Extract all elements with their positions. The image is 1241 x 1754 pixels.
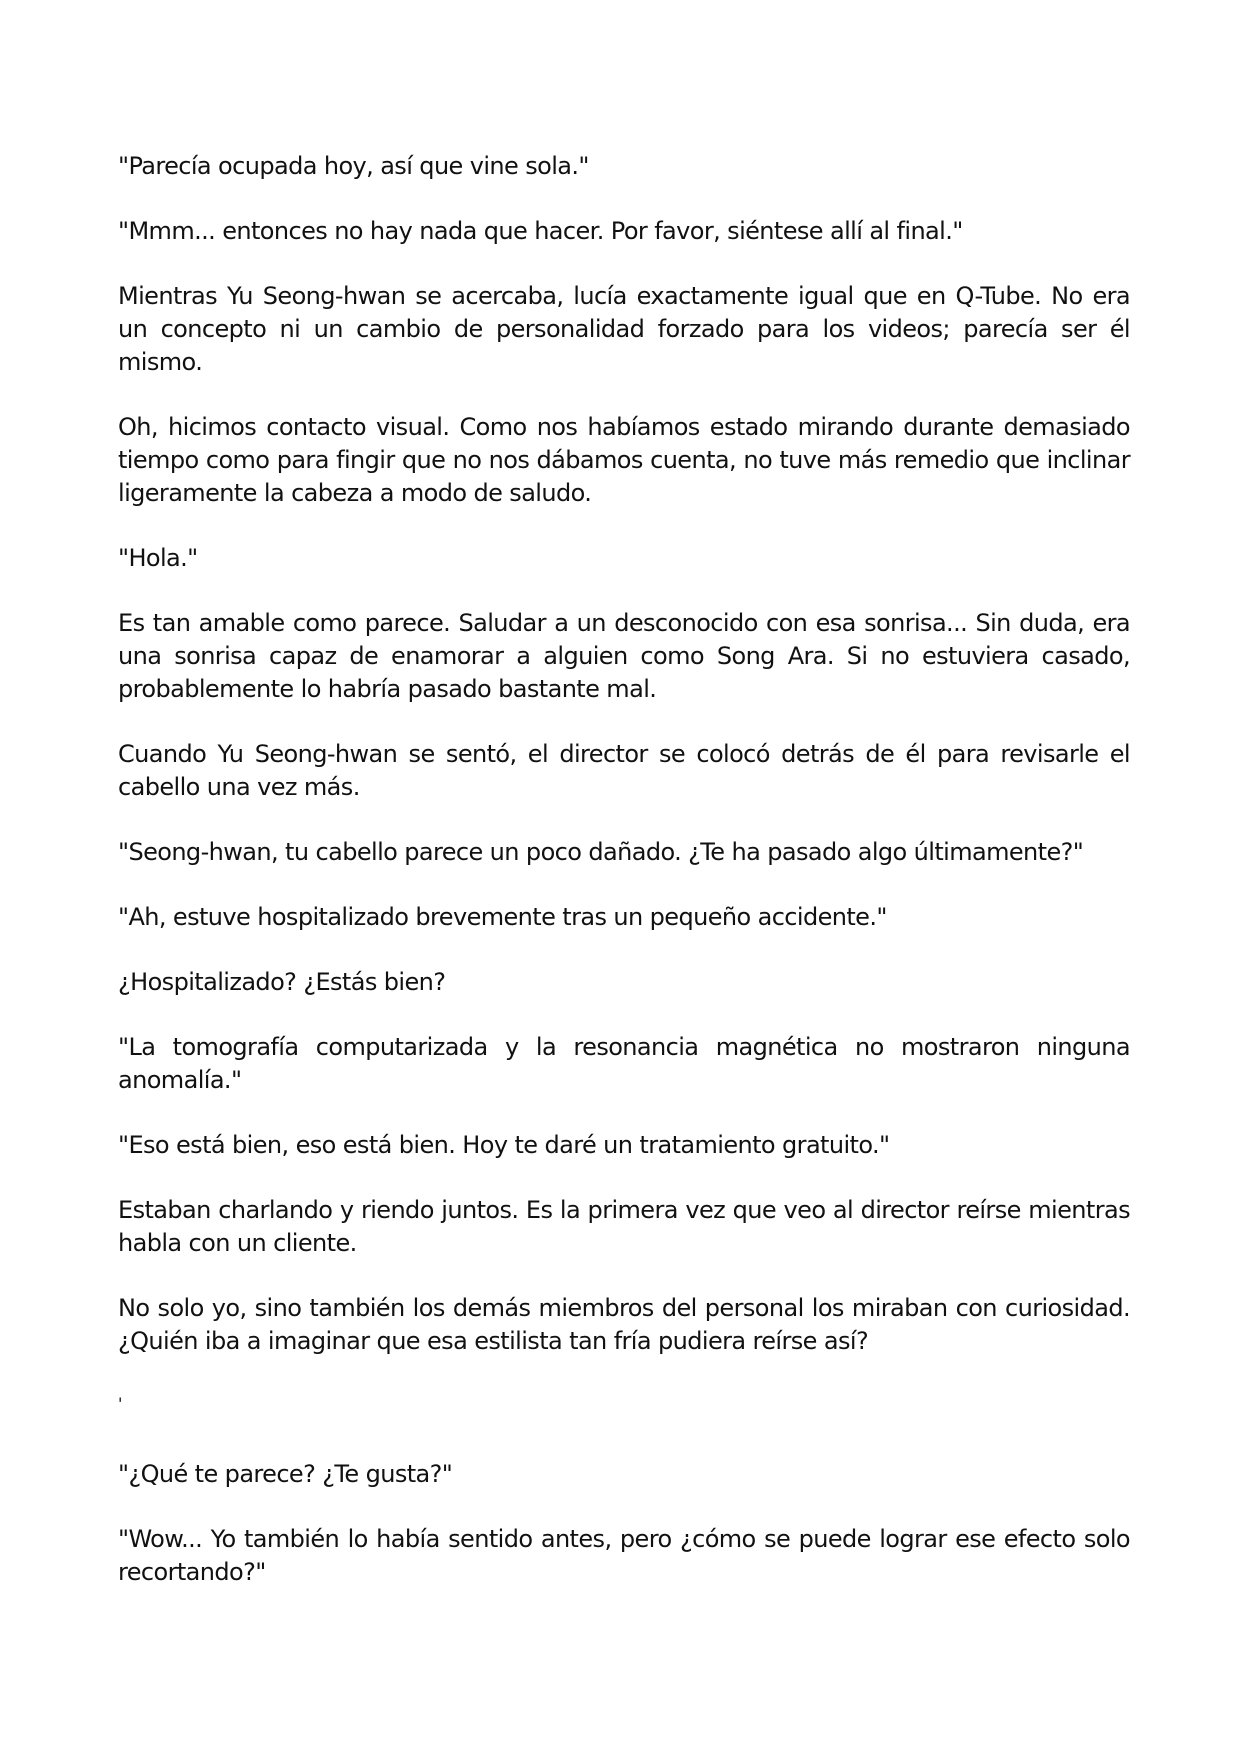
paragraph: "Mmm... entonces no hay nada que hacer. Por favor, siéntese allí al final." [118,217,963,245]
paragraph: Es tan amable como parece. Saludar a un desconocido con esa sonrisa... Sin duda, era una sonrisa capaz de enamorar a alguien como Song Ara. Si no estuviera casado, probablemente lo habría pasado bastante mal. [118,609,1130,703]
paragraph: "Ah, estuve hospitalizado brevemente tras un pequeño accidente." [118,903,887,931]
paragraph: Estaban charlando y riendo juntos. Es la primera vez que veo al director reírse mientras habla con un cliente. [118,1196,1130,1257]
paragraph: "La tomografía computarizada y la resonancia magnética no mostraron ninguna anomalía." [118,1033,1130,1094]
paragraph: "Parecía ocupada hoy, así que vine sola." [118,152,589,180]
document-body [118,150,1130,1621]
paragraph: "Seong-hwan, tu cabello parece un poco dañado. ¿Te ha pasado algo últimamente?" [118,838,1084,866]
paragraph: "Hola." [118,544,198,572]
paragraph: Cuando Yu Seong-hwan se sentó, el director se colocó detrás de él para revisarle el cabello una vez más. [118,740,1130,801]
paragraph: No solo yo, sino también los demás miembros del personal los miraban con curiosidad. ¿Quién iba a imaginar que esa estilista tan fría pudiera reírse así? [118,1294,1130,1355]
paragraph: ¿Hospitalizado? ¿Estás bien? [118,968,446,996]
paragraph: "Eso está bien, eso está bien. Hoy te daré un tratamiento gratuito." [118,1131,890,1159]
paragraph: Mientras Yu Seong-hwan se acercaba, lucía exactamente igual que en Q-Tube. No era un concepto ni un cambio de personalidad forzado para los videos; parecía ser él mismo. [118,282,1130,376]
paragraph: "Wow... Yo también lo había sentido antes, pero ¿cómo se puede lograr ese efecto solo recortando?" [118,1525,1130,1586]
scene-break-mark: ' [118,1394,122,1413]
paragraph: "¿Qué te parece? ¿Te gusta?" [118,1460,453,1488]
paragraph: Oh, hicimos contacto visual. Como nos habíamos estado mirando durante demasiado tiempo como para fingir que no nos dábamos cuenta, no tuve más remedio que inclinar ligeramente la cabeza a modo de saludo. [118,413,1130,507]
